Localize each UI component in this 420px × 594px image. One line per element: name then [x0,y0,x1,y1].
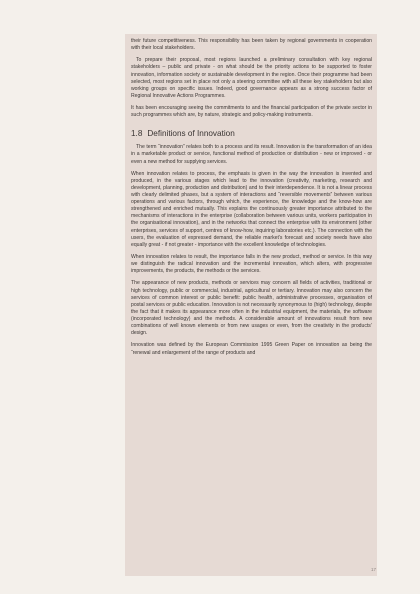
section-number: 1.8 [131,129,143,139]
paragraph-continuation: their future competitiveness. This responsibility has been taken by regional governments in cooperation with their local stakeholders. [131,38,372,52]
paragraph-innovation-definition: The term “innovation” relates both to a process and its result. Innovation is the transformation of an idea in a marketable product or service, functional method of production or distribution - new or improved - or even a new method for supplying services. [131,144,372,165]
paragraph-innovation-fields: The appearance of new products, methods or services may concern all fields of activities, traditional or high technology, public or commercial, industrial, agricultural or tertiary. Innovation may also concern the services of common interest or public benefit: public health, administrative processes, organisation of postal services or public education. Innovation is not necessarily synonymous to (high) technology, despite the fact that it makes its appearance more often in the industrial equipment, the materials, the software (incorporated technology) and the methods. A considerable amount of innovations result from new combinations of well known elements or from new usages or even, from the creativity in the products’ design. [131,280,372,337]
document-body [131,38,372,362]
paragraph-innovation-result: When innovation relates to result, the importance falls in the new product, method or service. In this way we distinguish the radical innovation and the incremental innovation, which alters, with progressive improvements, the products, the methods or the services. [131,254,372,275]
paragraph-innovation-process: When innovation relates to process, the emphasis is given in the way the innovation is invented and produced, in the various stages which lead to the innovation (creativity, marketing, research and development, planning, production and distribution) and to their interdependence. It is not a linear process with clearly delimited phases, but a system of interactions and “reversible movements” between various operations and various factors, through which, the experience, the knowledge and the know-how are strengthened and enriched mutually. This explains the continuously greater importance attributed to the mechanisms of interactions in the enterprise (collaboration between various units, workers participation in the organisational innovation), and in the networks that connect the enterprise with its environment (other enterprises, services of support, centres of know-how, inquiring laboratories etc.). The connection with the users, the evaluation of expressed demand, the reliable market’s forecast and society needs have also equally great - if not greater - importance with the excellent knowledge of technologies. [131,170,372,248]
page-number: 17 [370,567,376,572]
paragraph-regional-consultation: To prepare their proposal, most regions launched a preliminary consultation with key regional stakeholders – public and private - on what should be the priority actions to be supported to foster innovation, information society or sustainable development in the region. Once their programme had been selected, most regions set in place not only a steering committee with all these key stakeholders but also working groups on specific issues. Indeed, good governance appears as a strong success factor of Regional Innovative Actions Programmes. [131,57,372,99]
section-heading [131,129,372,139]
paragraph-green-paper: Innovation was defined by the European Commission 1995 Green Paper on innovation as being the “renewal and enlargement of the range of products and [131,342,372,356]
paragraph-private-sector: It has been encouraging seeing the commitments to and the financial participation of the private sector in such programmes which are, by nature, strategic and policy-making instruments. [131,105,372,119]
section-title: Definitions of Innovation [147,129,235,139]
